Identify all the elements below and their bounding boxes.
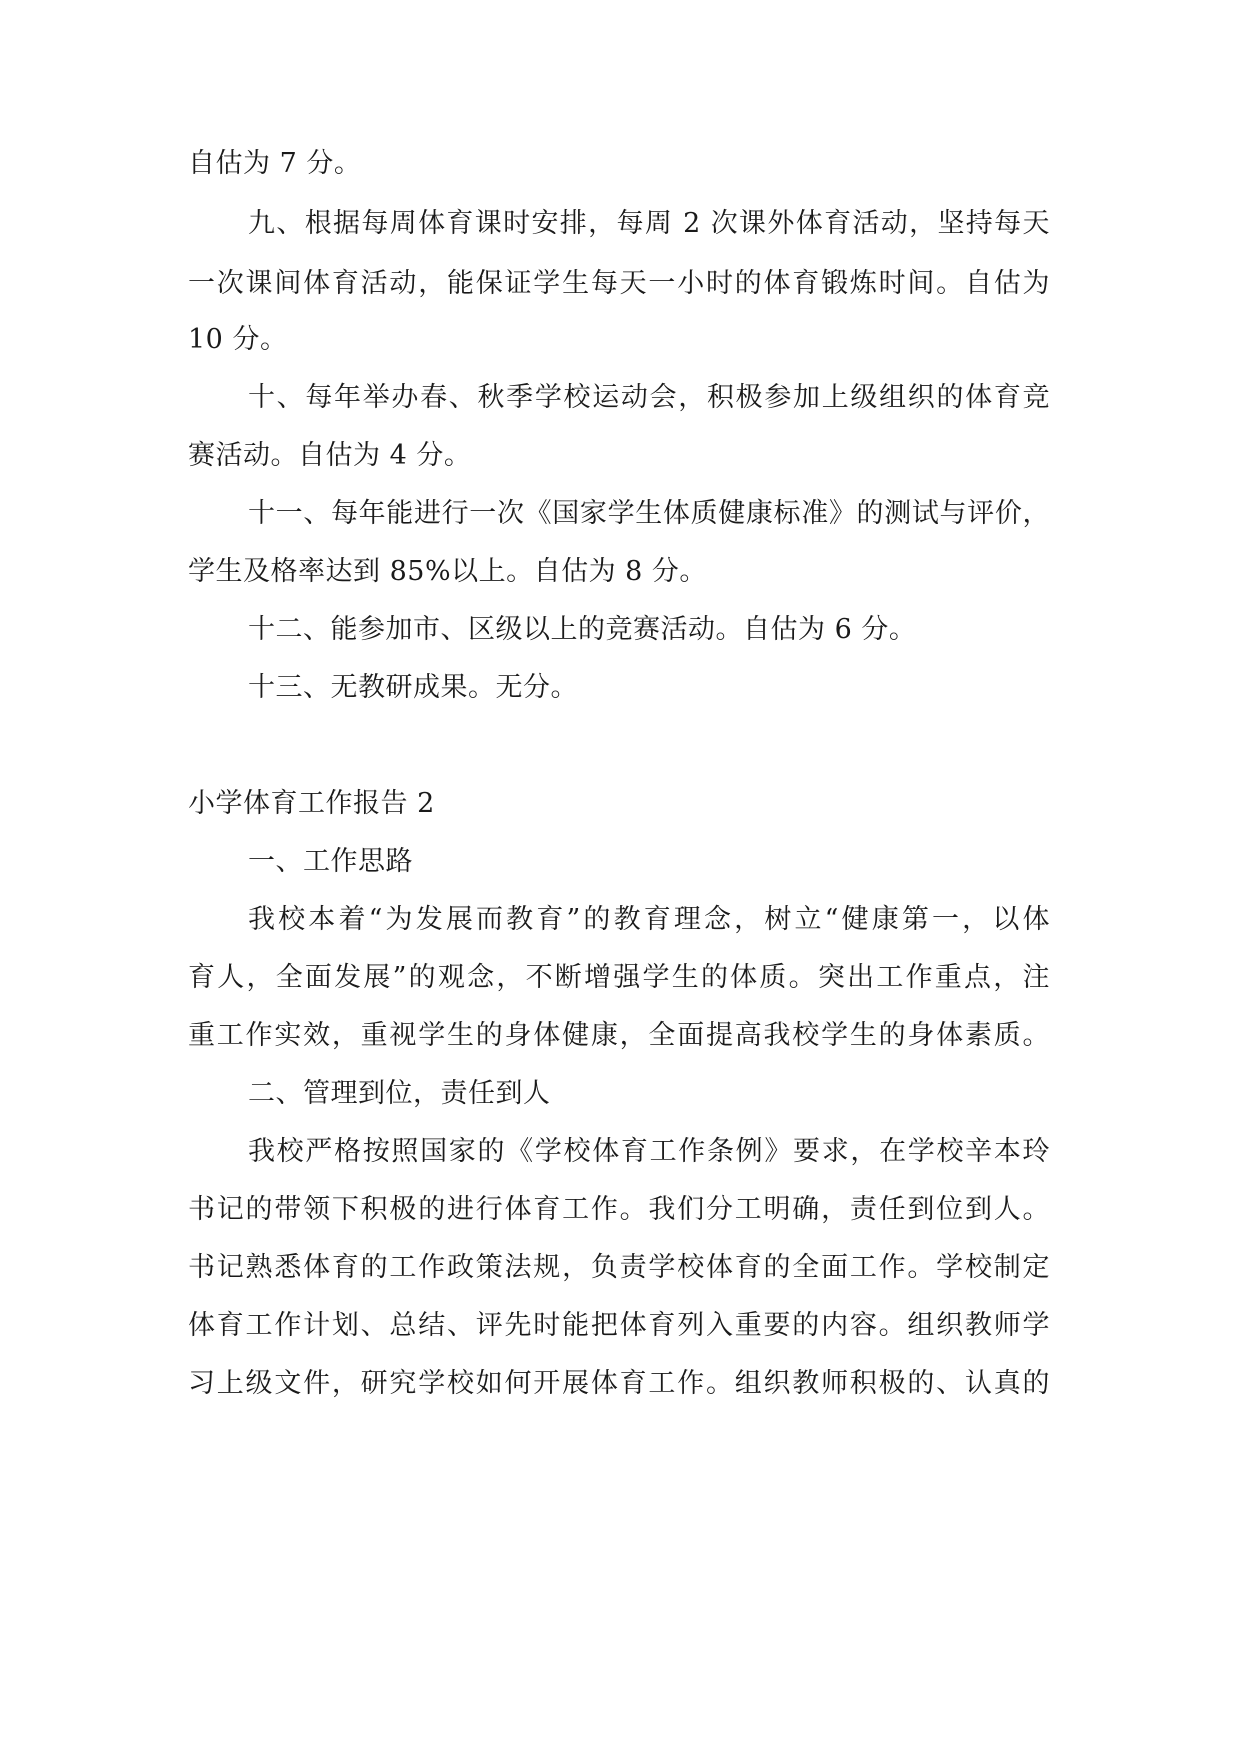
section-title: 小学体育工作报告 2 [188, 788, 435, 819]
text-line: 十、每年举办春、秋季学校运动会，积极参加上级组织的体育竞 [248, 382, 1050, 413]
text-line: 学生及格率达到 85%以上。自估为 8 分。 [188, 556, 707, 587]
text-line: 书记熟悉体育的工作政策法规，负责学校体育的全面工作。学校制定 [188, 1252, 1050, 1283]
text-line: 10 分。 [188, 324, 288, 355]
text-line: 书记的带领下积极的进行体育工作。我们分工明确，责任到位到人。 [188, 1194, 1050, 1225]
text-line: 自估为 7 分。 [188, 148, 362, 179]
text-line: 十三、无教研成果。无分。 [248, 672, 578, 703]
text-line: 我校本着“为发展而教育”的教育理念，树立“健康第一，以体 [248, 904, 1050, 935]
text-line: 九、根据每周体育课时安排，每周 2 次课外体育活动，坚持每天 [248, 208, 1050, 239]
text-line: 体育工作计划、总结、评先时能把体育列入重要的内容。组织教师学 [188, 1310, 1050, 1341]
text-line: 十一、每年能进行一次《国家学生体质健康标准》的测试与评价， [248, 498, 1050, 529]
text-line: 十二、能参加市、区级以上的竞赛活动。自估为 6 分。 [248, 614, 917, 645]
text-line: 我校严格按照国家的《学校体育工作条例》要求，在学校辛本玲 [248, 1136, 1050, 1167]
section-heading: 一、工作思路 [248, 846, 413, 877]
text-line: 赛活动。自估为 4 分。 [188, 440, 472, 471]
text-line: 重工作实效，重视学生的身体健康，全面提高我校学生的身体素质。 [188, 1020, 1050, 1051]
text-line: 习上级文件，研究学校如何开展体育工作。组织教师积极的、认真的 [188, 1368, 1050, 1399]
section-heading: 二、管理到位，责任到人 [248, 1078, 551, 1109]
text-line: 育人，全面发展”的观念，不断增强学生的体质。突出工作重点，注 [188, 962, 1050, 993]
text-line: 一次课间体育活动，能保证学生每天一小时的体育锻炼时间。自估为 [188, 268, 1050, 299]
